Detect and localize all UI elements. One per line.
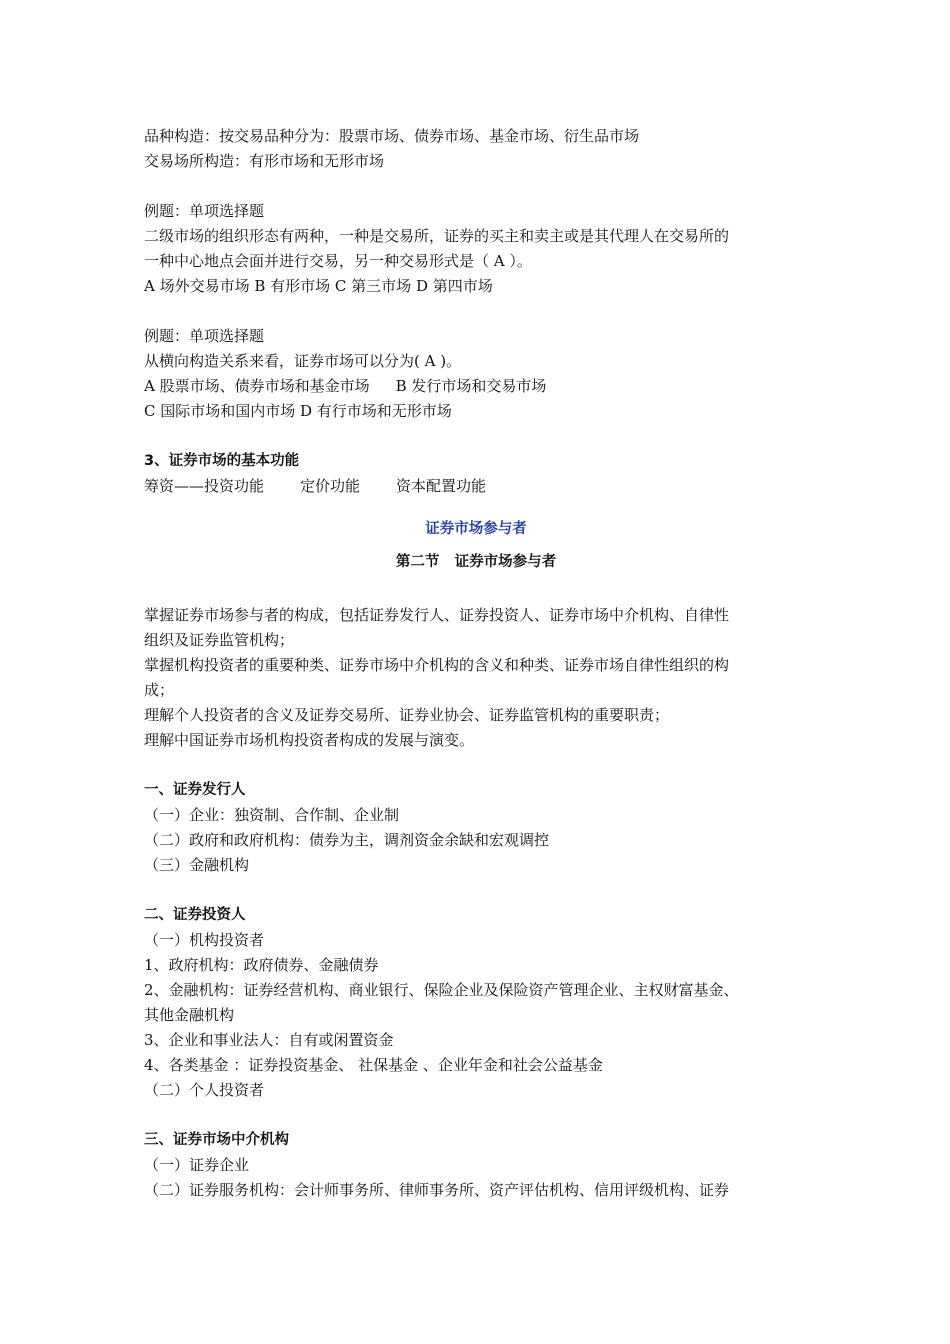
objective-1-line-1: 掌握证券市场参与者的构成，包括证券发行人、证券投资人、证券市场中介机构、自律性 [144,606,730,624]
function-item-capital-allocation: 资本配置功能 [396,477,487,495]
investors-item-2-line-1: 2、金融机构：证券经营机构、商业银行、保险企业及保险资产管理企业、主权财富基金、 [144,981,739,999]
intro-line-2: 交易场所构造：有形市场和无形市场 [144,152,385,170]
objective-3: 理解个人投资者的含义及证券交易所、证券业协会、证券监管机构的重要职责； [144,706,670,724]
example2-option-b: B 发行市场和交易市场 [395,377,547,395]
investors-heading: 二、证券投资人 [144,907,246,923]
section-link-title[interactable]: 证券市场参与者 [425,521,527,537]
document-body [144,124,808,1203]
example2-heading: 例题：单项选择题 [144,327,265,345]
example1-question-line-2: 一种中心地点会面并进行交易，另一种交易形式是（ A ）。 [144,252,532,270]
spacer [144,499,808,517]
investors-item-3: 3、企业和事业法人：自有或闲置资金 [144,1031,394,1049]
issuers-item-2: （二）政府和政府机构：债券为主，调剂资金余缺和宏观调控 [144,831,550,849]
section-title: 第二节 证券市场参与者 [395,554,557,570]
function-item-pricing: 定价功能 [300,477,361,495]
investors-item-2-line-2: 其他金融机构 [144,1006,235,1024]
example2-options-ab [144,374,808,399]
objective-1-line-2: 组织及证券监管机构； [144,631,295,649]
functions-heading: 3、证券市场的基本功能 [144,453,300,469]
investors-item-1: 1、政府机构：政府债券、金融债券 [144,956,379,974]
spacer [144,299,808,324]
intro-line-1: 品种构造：按交易品种分为：股票市场、债券市场、基金市场、衍生品市场 [144,127,640,145]
investors-item-4: 4、各类基金 ：证券投资基金、 社保基金 、企业年金和社会公益基金 [144,1056,603,1074]
intermediaries-heading: 三、证券市场中介机构 [144,1132,289,1148]
investors-sub-2: （二）个人投资者 [144,1081,265,1099]
example1-heading: 例题：单项选择题 [144,202,265,220]
example2-options-cd: C 国际市场和国内市场 D 有行市场和无形市场 [144,402,452,420]
spacer [144,1103,808,1128]
objective-4: 理解中国证券市场机构投资者构成的发展与演变。 [144,731,475,749]
spacer [144,575,808,603]
spacer [144,424,808,449]
intermediaries-item-1: （一）证券企业 [144,1156,250,1174]
functions-list [144,474,808,499]
example1-options: A 场外交易市场 B 有形市场 C 第三市场 D 第四市场 [144,277,493,295]
issuers-item-3: （三）金融机构 [144,856,250,874]
example2-option-a: A 股票市场、债券市场和基金市场 [144,377,370,395]
example2-question: 从横向构造关系来看，证券市场可以分为( A )。 [144,352,462,370]
objective-2-line-2: 成； [144,681,175,699]
function-item-fundraising: 筹资——投资功能 [144,477,265,495]
example1-question-line-1: 二级市场的组织形态有两种，一种是交易所，证券的买主和卖主或是其代理人在交易所的 [144,227,730,245]
spacer [144,753,808,778]
spacer [144,174,808,199]
investors-sub-1: （一）机构投资者 [144,931,265,949]
intermediaries-item-2: （二）证券服务机构：会计师事务所、律师事务所、资产评估机构、信用评级机构、证券 [144,1181,730,1199]
issuers-item-1: （一）企业：独资制、合作制、企业制 [144,806,400,824]
spacer [144,542,808,550]
spacer [144,878,808,903]
objective-2-line-1: 掌握机构投资者的重要种类、证券市场中介机构的含义和种类、证券市场自律性组织的构 [144,656,730,674]
issuers-heading: 一、证券发行人 [144,782,246,798]
